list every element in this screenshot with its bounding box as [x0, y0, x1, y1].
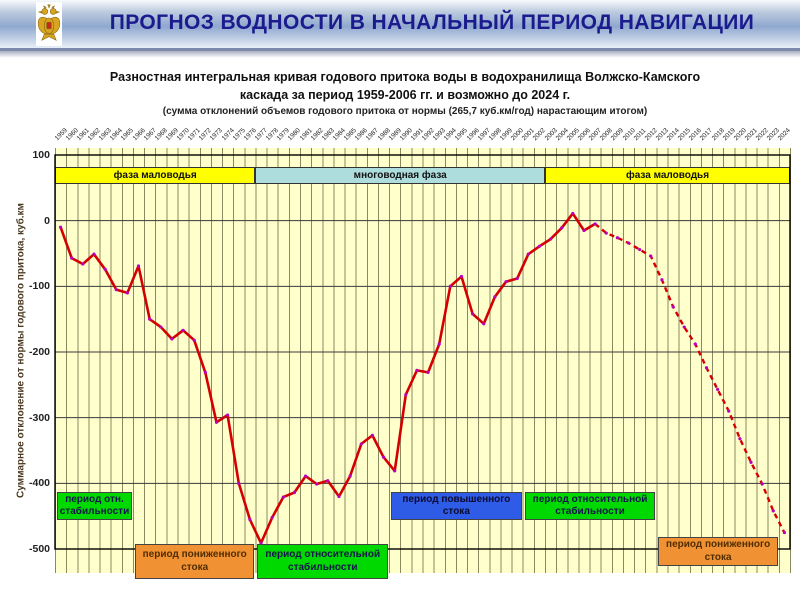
x-tick-label: 1980: [287, 126, 303, 143]
y-tick-label: -200: [28, 346, 50, 358]
x-tick-label: 1981: [298, 126, 314, 143]
x-tick-label: 1976: [242, 126, 258, 143]
phase-band: многоводная фаза: [255, 167, 545, 184]
x-tick-label: 2002: [532, 126, 548, 143]
double-headed-eagle-icon: [37, 4, 61, 44]
x-tick-label: 1963: [97, 126, 113, 143]
x-tick-label: 1974: [220, 126, 236, 143]
y-tick-label: 100: [32, 149, 50, 161]
y-tick-label: -400: [28, 477, 50, 490]
header-shadow: [0, 51, 800, 58]
x-tick-label: 1983: [320, 126, 336, 143]
x-tick-label: 1986: [353, 126, 370, 143]
x-tick-label: 1971: [186, 126, 203, 143]
x-tick-label: 2013: [654, 126, 670, 143]
x-tick-label: 1996: [465, 126, 481, 143]
x-tick-label: 1959: [53, 126, 69, 143]
x-tick-label: 2017: [699, 126, 715, 143]
y-tick-label: 0: [44, 214, 50, 227]
russia-coat-of-arms-icon: [36, 2, 62, 46]
x-tick-label: 1990: [398, 126, 414, 143]
x-tick-label: 1977: [253, 126, 269, 143]
x-tick-label: 1991: [409, 126, 425, 143]
period-box: период пониженного стока: [658, 537, 778, 566]
x-tick-label: 2019: [721, 126, 737, 143]
x-tick-label: 1972: [198, 126, 214, 143]
x-tick-label: 1992: [420, 126, 436, 143]
x-tick-label: 1994: [443, 126, 459, 143]
x-tick-label: 1966: [131, 126, 147, 143]
x-tick-label: 1995: [454, 126, 470, 143]
y-tick-label: -300: [28, 411, 50, 424]
x-tick-label: 2024: [777, 126, 793, 143]
x-tick-label: 2014: [665, 126, 681, 143]
x-tick-label: 1982: [309, 126, 325, 143]
x-tick-label: 2015: [676, 126, 693, 143]
x-tick-label: 1987: [365, 126, 381, 143]
y-tick-label: -500: [28, 543, 50, 555]
x-tick-label: 2006: [576, 126, 592, 143]
x-tick-label: 1967: [142, 126, 158, 143]
x-tick-label: 1964: [108, 126, 125, 143]
x-tick-label: 2011: [632, 127, 648, 143]
x-tick-label: 1999: [498, 126, 514, 143]
phase-band: фаза маловодья: [55, 167, 255, 184]
x-tick-label: 2023: [765, 126, 782, 143]
x-tick-label: 1970: [175, 126, 191, 143]
x-tick-label: 1968: [153, 126, 169, 143]
x-tick-label: 2018: [710, 126, 726, 143]
x-tick-label: 1965: [120, 126, 136, 143]
x-tick-label: 2000: [509, 126, 526, 143]
x-tick-label: 1993: [431, 126, 448, 143]
x-tick-label: 1962: [86, 126, 102, 143]
period-box: период относительной стабильности: [525, 492, 656, 520]
x-tick-label: 1998: [487, 126, 503, 143]
period-box: период повышенного стока: [391, 492, 522, 520]
x-tick-label: 1975: [231, 126, 247, 143]
header-bar: [0, 0, 800, 51]
x-tick-label: 2012: [643, 126, 659, 143]
x-tick-label: 1988: [376, 126, 392, 143]
x-tick-label: 1978: [264, 126, 281, 143]
x-tick-label: 2005: [565, 126, 581, 143]
x-tick-label: 2004: [554, 126, 570, 143]
period-box: период пониженного стока: [135, 544, 255, 579]
x-tick-label: 2022: [754, 126, 771, 143]
x-tick-label: 1979: [275, 126, 292, 143]
x-tick-label: 2009: [610, 126, 626, 143]
x-tick-label: 2008: [598, 126, 615, 143]
x-tick-label: 1960: [64, 126, 80, 143]
x-tick-label: 1985: [342, 126, 358, 143]
x-tick-label: 1969: [164, 126, 180, 143]
chart-subtitle: (сумма отклонений объемов годового притока от нормы (265,7 куб.км/год) нарастающим итогом): [162, 106, 648, 117]
page-title: ПРОГНОЗ ВОДНОСТИ В НАЧАЛЬНЫЙ ПЕРИОД НАВИГАЦИИ: [109, 11, 755, 34]
chart-title: Разностная интегральная кривая годового притока воды в водохранилища Волжско-Камского каскада за период 1959-2006 гг. и возможно до 2024 г.: [109, 70, 701, 103]
x-tick-label: 2016: [688, 126, 704, 143]
period-box: период относительной стабильности: [257, 544, 388, 579]
y-axis-title: Суммарное отклонение от нормы годового притока, куб.км: [15, 203, 27, 498]
x-tick-label: 2010: [621, 126, 637, 143]
x-tick-label: 1984: [331, 126, 347, 143]
x-tick-label: 2003: [543, 126, 559, 143]
y-tick-label: -100: [28, 280, 50, 293]
x-tick-label: 2020: [732, 126, 748, 143]
x-tick-label: 1973: [209, 126, 225, 143]
x-tick-label: 2021: [743, 126, 759, 143]
x-tick-label: 1961: [75, 126, 91, 143]
x-tick-label: 1997: [476, 126, 492, 143]
x-tick-label: 2007: [587, 126, 603, 143]
period-box: период отн. стабильности: [57, 492, 132, 520]
x-tick-label: 2001: [520, 126, 537, 143]
x-tick-label: 1989: [387, 126, 403, 143]
phase-band: фаза маловодья: [545, 167, 790, 184]
